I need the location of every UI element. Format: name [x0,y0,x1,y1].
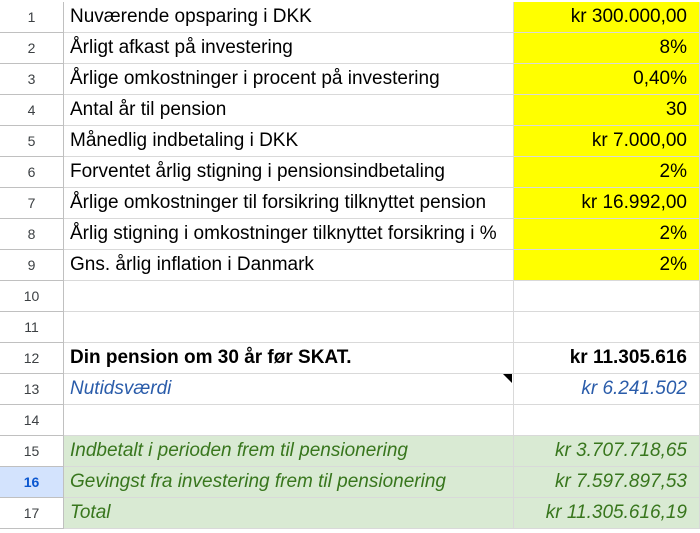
pension-result-value[interactable]: kr 11.305.616 [514,343,700,374]
label-cell[interactable]: Gns. årlig inflation i Danmark [64,250,514,281]
summary-value[interactable]: kr 3.707.718,65 [514,436,700,467]
summary-value[interactable]: kr 7.597.897,53 [514,467,700,498]
sheet-row [0,95,700,126]
sheet-row [0,33,700,64]
label-cell[interactable]: Antal år til pension [64,95,514,126]
input-cell[interactable]: 2% [514,250,700,281]
empty-cell[interactable] [514,281,700,312]
sheet-row [0,436,700,467]
label-cell[interactable]: Forventet årlig stigning i pensionsindbetaling [64,157,514,188]
sheet-row [0,250,700,281]
row-header[interactable]: 2 [0,33,64,64]
row-header[interactable]: 6 [0,157,64,188]
row-header[interactable]: 12 [0,343,64,374]
input-cell[interactable]: kr 300.000,00 [514,2,700,33]
sheet-row [0,219,700,250]
row-header[interactable]: 11 [0,312,64,343]
input-cell[interactable]: 8% [514,33,700,64]
row-header[interactable]: 15 [0,436,64,467]
label-cell[interactable]: Årligt afkast på investering [64,33,514,64]
present-value-label[interactable]: Nutidsværdi [64,374,514,405]
input-cell[interactable]: kr 16.992,00 [514,188,700,219]
empty-cell[interactable] [514,312,700,343]
row-header[interactable]: 13 [0,374,64,405]
label-cell[interactable]: Nuværende opsparing i DKK [64,2,514,33]
summary-label[interactable]: Gevingst fra investering frem til pensionering [64,467,514,498]
summary-label[interactable]: Total [64,498,514,529]
sheet-row [0,281,700,312]
sheet-row [0,467,700,498]
row-header-selected[interactable]: 16 [0,467,64,498]
row-header[interactable]: 3 [0,64,64,95]
input-cell[interactable]: kr 7.000,00 [514,126,700,157]
summary-label[interactable]: Indbetalt i perioden frem til pensionering [64,436,514,467]
sheet-row [0,343,700,374]
input-cell[interactable]: 30 [514,95,700,126]
sheet-row [0,126,700,157]
row-header[interactable]: 14 [0,405,64,436]
input-cell[interactable]: 0,40% [514,64,700,95]
present-value-value[interactable]: kr 6.241.502 [514,374,700,405]
label-cell[interactable]: Årlige omkostninger til forsikring tilknyttet pension [64,188,514,219]
row-header[interactable]: 17 [0,498,64,529]
sheet-row [0,374,700,405]
sheet-row [0,188,700,219]
pension-result-label[interactable]: Din pension om 30 år før SKAT. [64,343,514,374]
summary-value[interactable]: kr 11.305.616,19 [514,498,700,529]
sheet-row [0,312,700,343]
input-cell[interactable]: 2% [514,157,700,188]
empty-cell[interactable] [64,312,514,343]
row-header[interactable]: 5 [0,126,64,157]
sheet-row [0,2,700,33]
sheet-row [0,498,700,529]
row-header[interactable]: 9 [0,250,64,281]
label-cell[interactable]: Månedlig indbetaling i DKK [64,126,514,157]
label-cell[interactable]: Årlige omkostninger i procent på investering [64,64,514,95]
sheet-row [0,157,700,188]
label-cell[interactable]: Årlig stigning i omkostninger tilknyttet forsikring i % [64,219,514,250]
empty-cell[interactable] [64,405,514,436]
row-header[interactable]: 7 [0,188,64,219]
input-cell[interactable]: 2% [514,219,700,250]
row-header[interactable]: 1 [0,2,64,33]
cell-note-indicator-icon[interactable] [503,374,512,383]
empty-cell[interactable] [64,281,514,312]
row-header[interactable]: 4 [0,95,64,126]
sheet-row [0,405,700,436]
row-header[interactable]: 8 [0,219,64,250]
row-header[interactable]: 10 [0,281,64,312]
sheet-row [0,64,700,95]
empty-cell[interactable] [514,405,700,436]
